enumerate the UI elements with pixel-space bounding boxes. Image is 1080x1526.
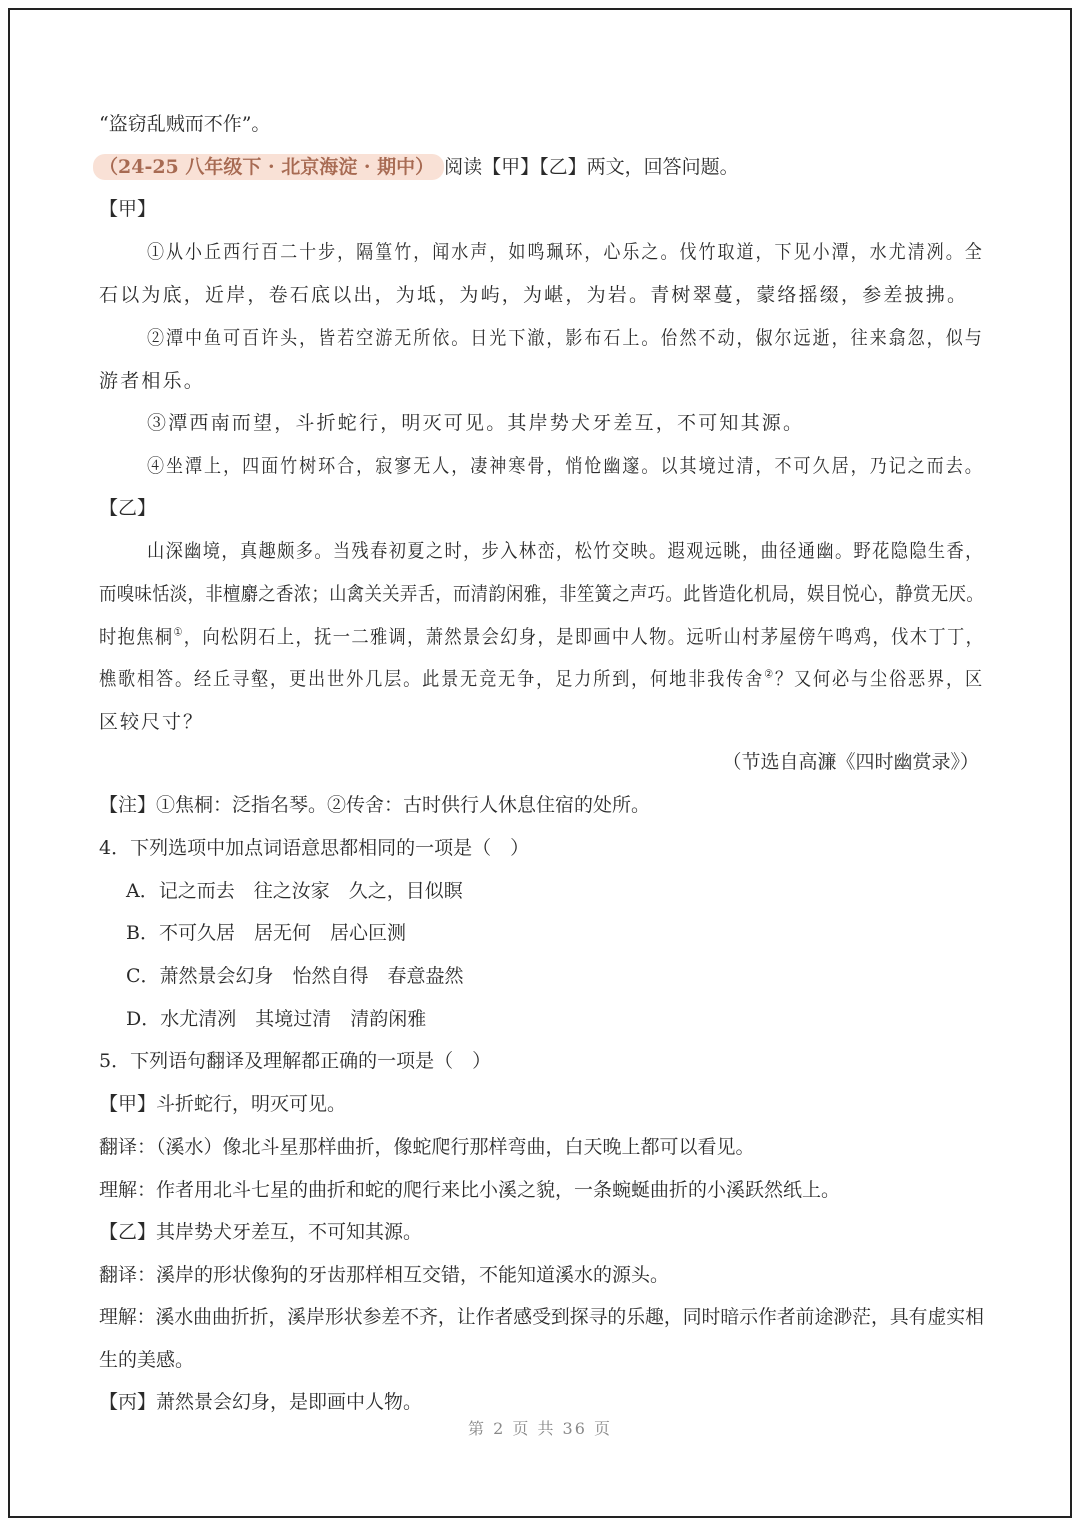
- text-line: ①从小丘西行百二十步，隔篁竹，闻水声，如鸣珮环，心乐之。伐竹取道，下见小潭，水尤清冽。全: [147, 241, 984, 263]
- passage-label-yi: 【乙】: [99, 497, 157, 519]
- source-badge: （24-25 八年级下 · 北京海淀 · 期中）: [93, 154, 444, 180]
- sentence-yi: 【乙】其岸势犬牙差互，不可知其源。: [99, 1221, 423, 1243]
- footnote-marker: ①: [173, 625, 184, 639]
- footnote-marker: ②: [764, 667, 775, 681]
- question-header: [99, 155, 739, 179]
- option-b: B．不可久居 居无何 居心叵测: [126, 922, 406, 944]
- question-5: 5．下列语句翻译及理解都正确的一项是（ ）: [99, 1050, 492, 1072]
- text-line: 石以为底，近岸，卷石底以出，为坻，为屿，为嵁，为岩。青树翠蔓，蒙络摇缀，参差披拂。: [99, 284, 969, 306]
- sentence-bing: 【丙】萧然景会幻身，是即画中人物。: [99, 1391, 423, 1413]
- text-line: 游者相乐。: [99, 370, 206, 392]
- text-line: ④坐潭上，四面竹树环合，寂寥无人，凄神寒骨，悄怆幽邃。以其境过清，不可久居，乃记之而去。: [147, 455, 984, 477]
- understanding-yi: 理解：溪水曲曲折折，溪岸形状参差不齐，让作者感受到探寻的乐趣，同时暗示作者前途渺茫，具有虚实相: [99, 1306, 984, 1328]
- page-number: 第 2 页 共 36 页: [468, 1419, 612, 1438]
- sentence-jia: 【甲】斗折蛇行，明灭可见。: [99, 1093, 347, 1115]
- text-line: [99, 667, 984, 691]
- text-span: ，向松阴石上，抚一二雅调，萧然景会幻身，是即画中人物。远听山村茅屋傍午鸣鸡，伐木丁丁，: [183, 626, 985, 648]
- text-line: 区较尺寸？: [99, 711, 205, 733]
- passage-label-jia: 【甲】: [99, 198, 157, 220]
- text-line: [99, 625, 984, 649]
- source-citation: （节选自高濂《四时幽赏录》）: [722, 751, 979, 773]
- text-line: 山深幽境，真趣颇多。当残春初夏之时，步入林峦，松竹交映。遐观远眺，曲径通幽。野花隐隐生香，: [147, 540, 984, 562]
- understanding-yi-cont: 生的美感。: [99, 1349, 195, 1371]
- option-c: C．萧然景会幻身 怡然自得 春意盎然: [126, 965, 464, 987]
- translation-yi: 翻译：溪岸的形状像狗的牙齿那样相互交错，不能知道溪水的源头。: [99, 1264, 670, 1286]
- text-line: ③潭西南而望，斗折蛇行，明灭可见。其岸势犬牙差互，不可知其源。: [147, 412, 805, 434]
- translation-jia: 翻译：（溪水）像北斗星那样曲折，像蛇爬行那样弯曲，白天晚上都可以看见。: [99, 1136, 755, 1158]
- text-line: 而嗅味恬淡，非檀麝之香浓；山禽关关弄舌，而清韵闲雅，非笙簧之声巧。此皆造化机局，娱目悦心，静赏无厌。: [99, 583, 984, 605]
- text-line: “盗窃乱贼而不作”。: [99, 113, 271, 135]
- text-line: ②潭中鱼可百许头，皆若空游无所依。日光下澈，影布石上。佁然不动，俶尔远逝，往来翕忽，似与: [147, 327, 984, 349]
- understanding-jia: 理解：作者用北斗七星的曲折和蛇的爬行来比小溪之貌，一条蜿蜒曲折的小溪跃然纸上。: [99, 1179, 841, 1201]
- question-4: 4．下列选项中加点词语意思都相同的一项是（ ）: [99, 837, 530, 859]
- text-span: 樵歌相答。经丘寻壑，更出世外几层。此景无竞无争，足力所到，何地非我传舍: [99, 668, 765, 690]
- footnote: 【注】①焦桐：泛指名琴。②传舍：古时供行人休息住宿的处所。: [99, 794, 651, 816]
- text-span: 时抱焦桐: [99, 626, 174, 648]
- option-a: A．记之而去 往之汝家 久之，目似瞑: [126, 880, 463, 902]
- option-d: D．水尤清冽 其境过清 清韵闲雅: [126, 1008, 427, 1030]
- intro-text: 阅读【甲】【乙】两文，回答问题。: [444, 156, 739, 178]
- text-span: ？又何必与尘俗恶界，区: [774, 668, 985, 690]
